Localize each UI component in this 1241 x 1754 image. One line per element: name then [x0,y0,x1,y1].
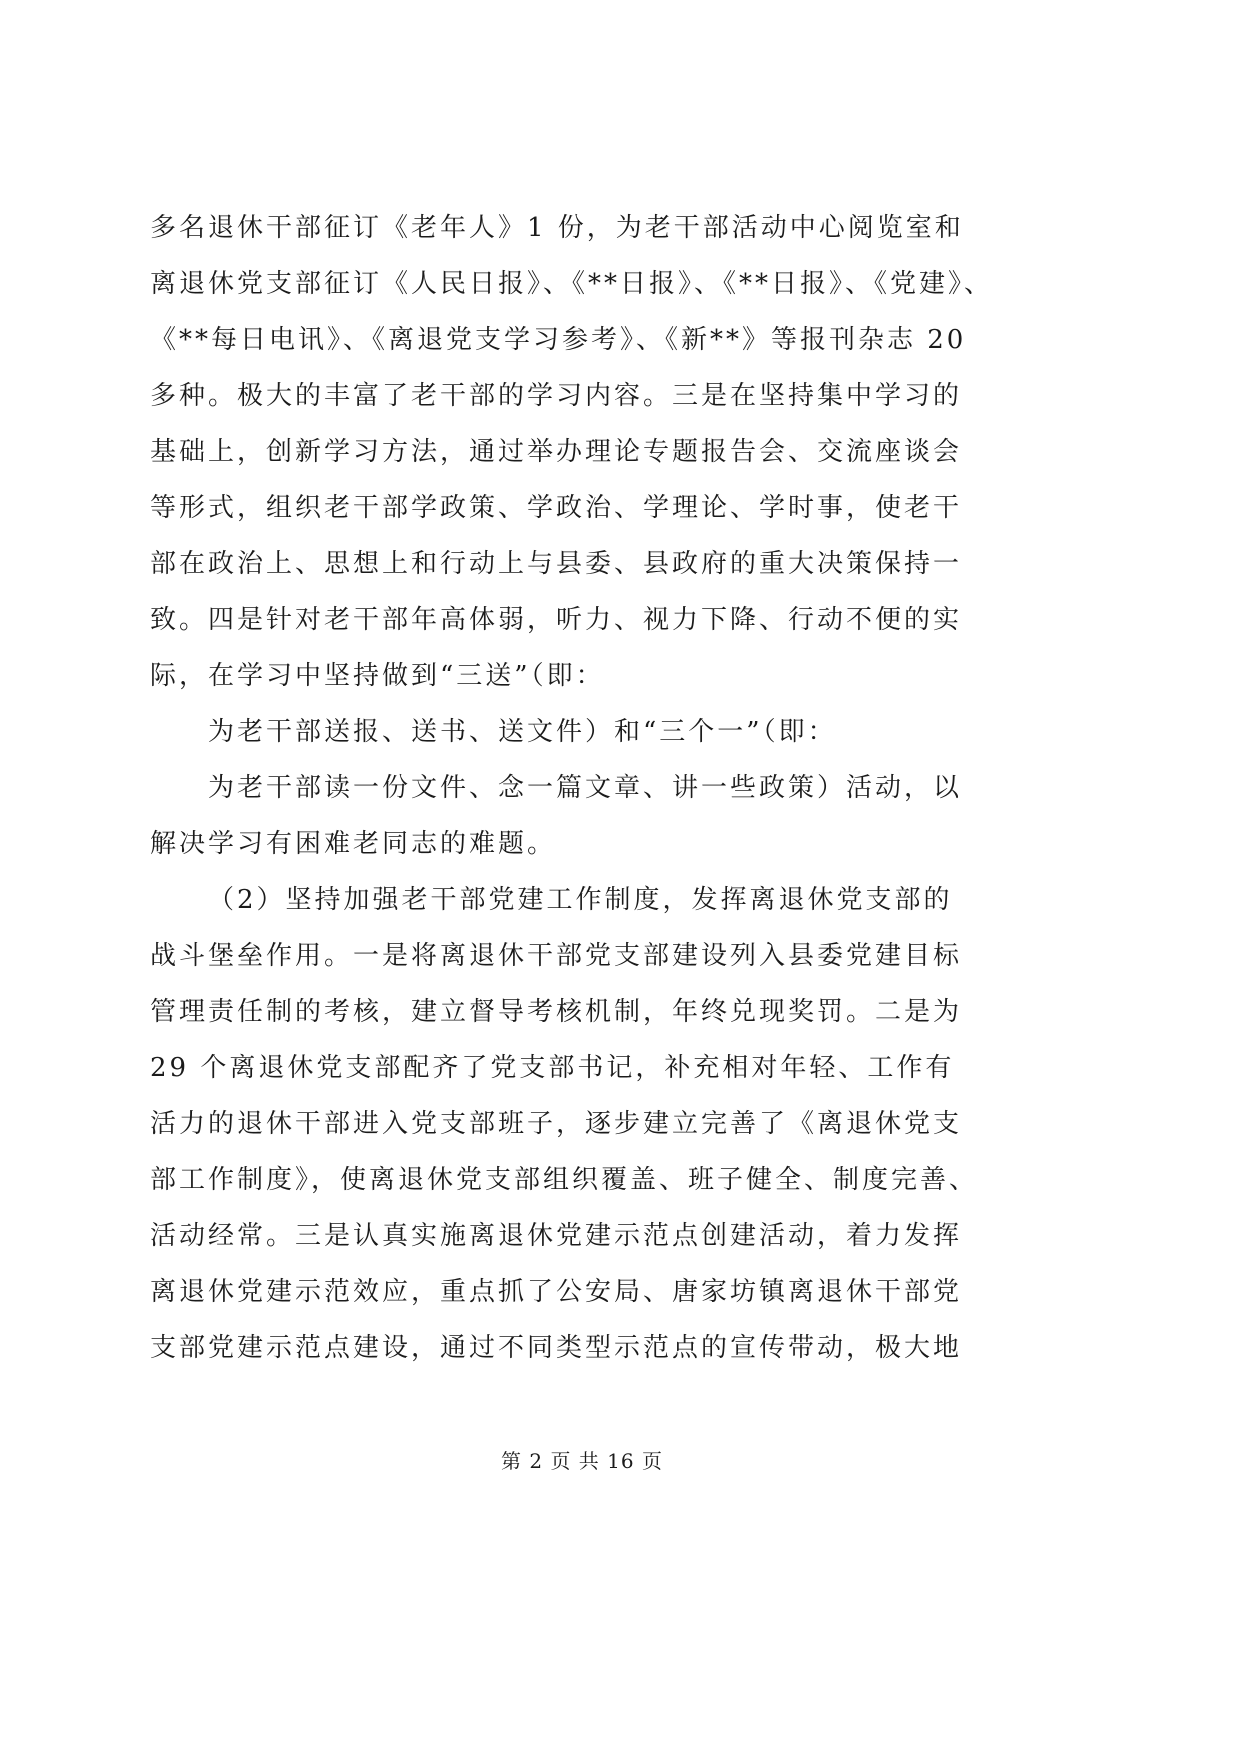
text-line: 部工作制度》，使离退休党支部组织覆盖、班子健全、制度完善、 [150,1165,979,1195]
text-line: 多种。极大的丰富了老干部的学习内容。三是在坚持集中学习的 [150,381,963,411]
text-line: 管理责任制的考核，建立督导考核机制，年终兑现奖罚。二是为 [150,997,963,1027]
text-line: 多名退休干部征订《老年人》1 份，为老干部活动中心阅览室和 [150,213,964,243]
text-line: 部在政治上、思想上和行动上与县委、县政府的重大决策保持一 [150,549,963,579]
text-line: 《**每日电讯》、《离退党支学习参考》、《新**》等报刊杂志 20 [150,325,967,355]
text-line: 为老干部送报、送书、送文件）和“三个一”（即： [208,717,837,747]
text-line: 际，在学习中坚持做到“三送”（即： [150,661,605,691]
text-line: 离退休党建示范效应，重点抓了公安局、唐家坊镇离退休干部党 [150,1277,963,1307]
text-line: 战斗堡垒作用。一是将离退休干部党支部建设列入县委党建目标 [150,941,963,971]
text-line: 支部党建示范点建设，通过不同类型示范点的宣传带动，极大地 [150,1333,963,1363]
text-line: 离退休党支部征订《人民日报》、《**日报》、《**日报》、《党建》、 [150,269,994,299]
text-line: 基础上，创新学习方法，通过举办理论专题报告会、交流座谈会 [150,437,963,467]
text-line: 解决学习有困难老同志的难题。 [150,829,557,859]
text-line: 为老干部读一份文件、念一篇文章、讲一些政策）活动，以 [208,773,963,803]
text-line: 活力的退休干部进入党支部班子，逐步建立完善了《离退休党支 [150,1109,963,1139]
text-line: （2）坚持加强老干部党建工作制度，发挥离退休党支部的 [208,885,953,915]
text-line: 29 个离退休党支部配齐了党支部书记，补充相对年轻、工作有 [150,1053,955,1083]
text-line: 等形式，组织老干部学政策、学政治、学理论、学时事，使老干 [150,493,963,523]
text-line: 致。四是针对老干部年高体弱，听力、视力下降、行动不便的实 [150,605,963,635]
page-number-footer: 第 2 页 共 16 页 [501,1449,663,1473]
body-text [150,200,993,1376]
text-line: 活动经常。三是认真实施离退休党建示范点创建活动，着力发挥 [150,1221,963,1251]
